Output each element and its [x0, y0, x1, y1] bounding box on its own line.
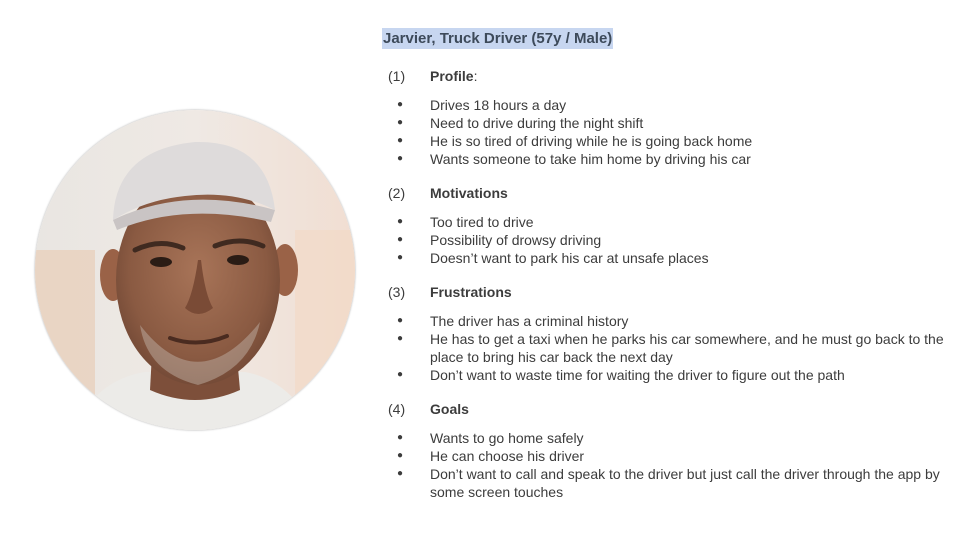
- section-goals: [382, 400, 947, 501]
- bullet-icon: ●: [397, 99, 404, 110]
- section-motivations: [382, 184, 947, 267]
- list-item: [382, 132, 947, 150]
- list-item-text: The driver has a criminal history: [430, 313, 629, 329]
- persona-photo: [35, 110, 355, 430]
- section-number: (2): [388, 185, 406, 201]
- list-item: [382, 429, 947, 447]
- section-heading: [382, 67, 947, 85]
- list-item-text: Too tired to drive: [430, 214, 534, 230]
- bullet-list: [382, 312, 947, 384]
- list-item-text: Wants to go home safely: [430, 430, 584, 446]
- list-item-text: He is so tired of driving while he is going back home: [430, 133, 753, 149]
- list-item-text: Don’t want to waste time for waiting the driver to figure out the path: [430, 367, 845, 383]
- section-frustrations: [382, 283, 947, 384]
- section-number: (3): [388, 284, 406, 300]
- list-item: [382, 366, 947, 384]
- bullet-icon: ●: [397, 450, 404, 461]
- list-item: [382, 150, 947, 168]
- list-item: [382, 114, 947, 132]
- list-item: [382, 465, 947, 501]
- bullet-icon: ●: [397, 135, 404, 146]
- list-item-text: Don’t want to call and speak to the driver but just call the driver through the app by some screen touches: [430, 466, 940, 500]
- list-item-text: Wants someone to take him home by driving his car: [430, 151, 751, 167]
- bullet-icon: ●: [397, 234, 404, 245]
- persona-title: Jarvier, Truck Driver (57y / Male): [383, 30, 613, 47]
- section-number: (1): [388, 68, 406, 84]
- list-item-text: Doesn’t want to park his car at unsafe places: [430, 250, 709, 266]
- bullet-icon: ●: [397, 117, 404, 128]
- list-item-text: Need to drive during the night shift: [430, 115, 644, 131]
- bullet-icon: ●: [397, 468, 404, 479]
- list-item: [382, 249, 947, 267]
- bullet-icon: ●: [397, 432, 404, 443]
- bullet-icon: ●: [397, 315, 404, 326]
- list-item-text: He can choose his driver: [430, 448, 585, 464]
- bullet-list: [382, 213, 947, 267]
- section-heading: [382, 400, 947, 418]
- bullet-icon: ●: [397, 252, 404, 263]
- section-name: Profile: [430, 68, 474, 84]
- list-item: [382, 330, 947, 366]
- persona-details: [382, 28, 947, 501]
- section-number: (4): [388, 401, 406, 417]
- list-item-text: Drives 18 hours a day: [430, 97, 567, 113]
- bullet-icon: ●: [397, 153, 404, 164]
- section-profile: [382, 67, 947, 168]
- bullet-list: [382, 429, 947, 501]
- section-name-suffix: :: [473, 68, 478, 84]
- bullet-icon: ●: [397, 216, 404, 227]
- man-with-cap-portrait: [35, 110, 355, 430]
- section-name: Frustrations: [430, 284, 512, 300]
- list-item: [382, 213, 947, 231]
- list-item: [382, 447, 947, 465]
- section-name: Motivations: [430, 185, 508, 201]
- list-item-text: Possibility of drowsy driving: [430, 232, 602, 248]
- list-item: [382, 96, 947, 114]
- section-name: Goals: [430, 401, 469, 417]
- section-heading: [382, 283, 947, 301]
- list-item: [382, 231, 947, 249]
- list-item: [382, 312, 947, 330]
- list-item-text: He has to get a taxi when he parks his car somewhere, and he must go back to the place to bring his car back the next day: [430, 331, 944, 365]
- bullet-icon: ●: [397, 369, 404, 380]
- bullet-list: [382, 96, 947, 168]
- bullet-icon: ●: [397, 333, 404, 344]
- section-heading: [382, 184, 947, 202]
